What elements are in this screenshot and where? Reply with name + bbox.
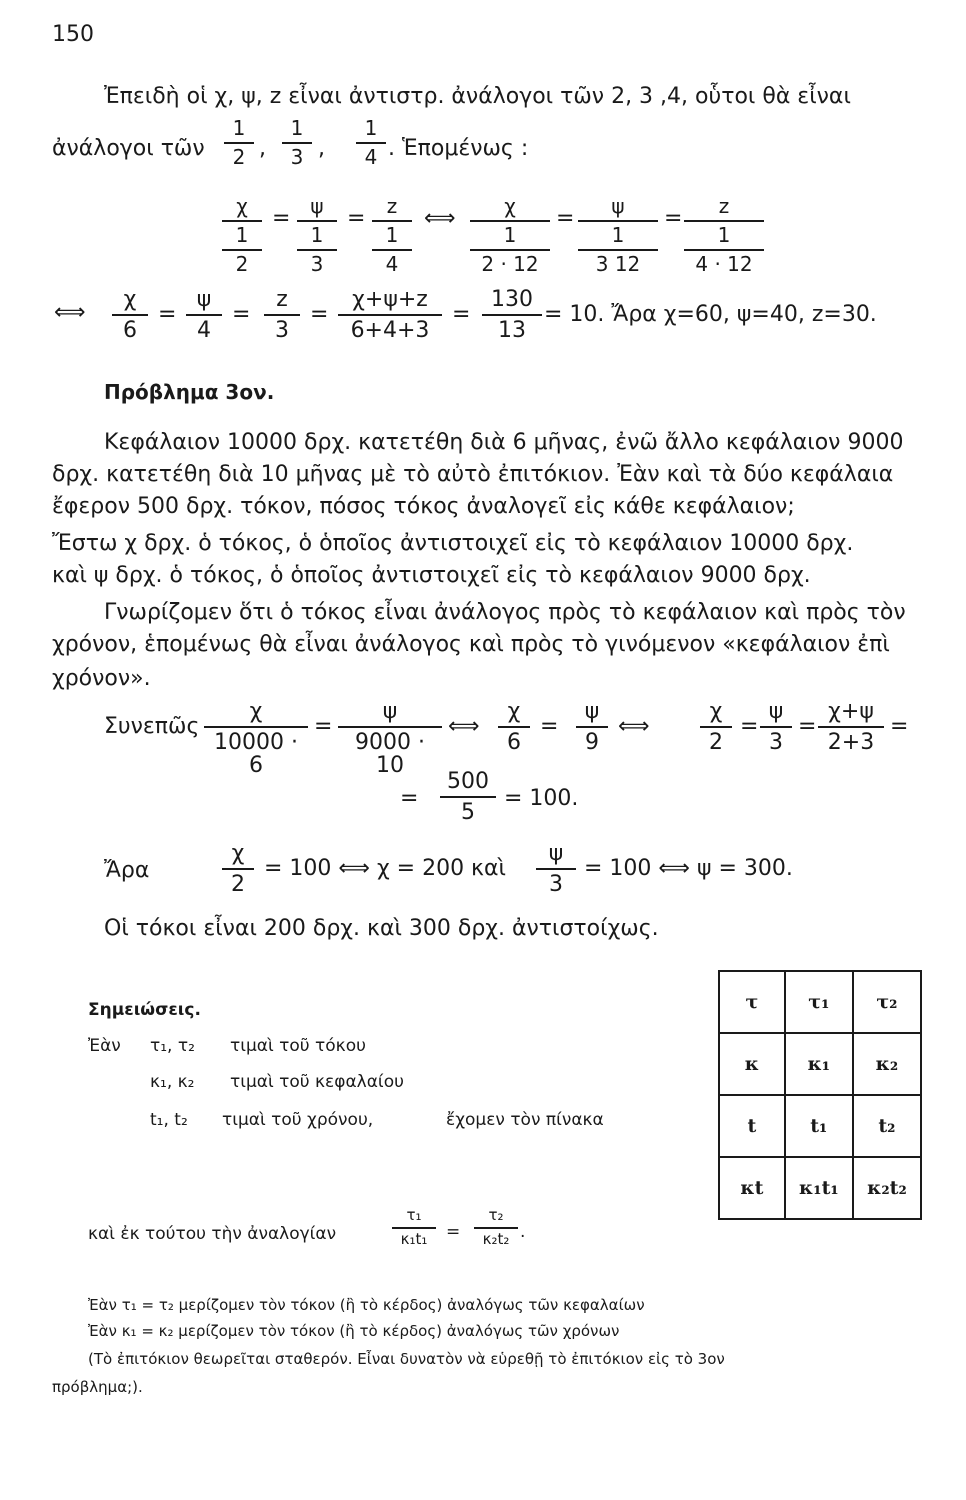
eq5-fraction-2: ψ 3 (536, 842, 576, 896)
table-cell: τ₁ (785, 971, 853, 1033)
eq5-label: Ἄρα (104, 858, 150, 883)
footer-line: (Τὸ ἐπιτόκιον θεωρεῖται σταθερόν. Εἶναι δυνατὸν νὰ εὑρεθῇ τὸ ἐπιτόκιον εἰς τὸ 3ον (88, 1350, 725, 1368)
eq3-equals-5: = (890, 714, 909, 739)
intro-fraction-quarter: 1 4 (356, 118, 386, 168)
eq1-fraction: χ 1 2 (222, 196, 262, 275)
eq3-fraction: χ 10000 · 6 (204, 700, 308, 777)
eq1-iff: ⟺ (424, 206, 456, 231)
eq1-fraction-3: z 1 4 (372, 196, 412, 275)
eq2-fraction-result: 130 13 (482, 288, 542, 342)
eq2-fraction-2: ψ 4 (186, 288, 222, 342)
eq3-iff: ⟺ (448, 714, 480, 739)
footer-line: Ἐὰν κ₁ = κ₂ μερίζομεν τὸν τόκον (ἢ τὸ κέρδος) ἀναλόγως τῶν χρόνων (88, 1322, 620, 1340)
eq3-iff-2: ⟺ (618, 714, 650, 739)
remarks-analogy-dot: . (520, 1222, 526, 1242)
table-cell: τ₂ (853, 971, 921, 1033)
eq2-equals-5: = (452, 302, 471, 327)
table-cell: κ₁t₁ (785, 1157, 853, 1219)
eq2-equals-4: = (310, 302, 329, 327)
eq3-fraction-6: ψ 3 (760, 700, 792, 754)
eq2-fraction-sum: χ+ψ+z 6+4+3 (338, 288, 442, 342)
remarks-title: Σημειώσεις. (88, 1000, 201, 1020)
remarks-row2-vars: κ₁, κ₂ (150, 1072, 195, 1092)
problem-line: ἔφερον 500 δρχ. τόκον, πόσος τόκος ἀναλογεῖ εἰς κάθε κεφάλαιον; (52, 494, 795, 519)
remarks-analogy-fraction-2: τ₂ κ₂t₂ (474, 1208, 518, 1248)
eq4-fraction: 500 5 (440, 770, 496, 824)
table-row (719, 1033, 921, 1095)
table-cell: t₁ (785, 1095, 853, 1157)
remarks-row1-desc: τιμαὶ τοῦ τόκου (230, 1036, 366, 1056)
proportion-table (718, 970, 922, 1220)
remarks-table-note: ἔχομεν τὸν πίνακα (446, 1110, 604, 1130)
intro-comma: , (259, 136, 266, 161)
eq2-fraction: χ 6 (112, 288, 148, 342)
table-cell: κ₂t₂ (853, 1157, 921, 1219)
remarks-row1-vars: τ₁, τ₂ (150, 1036, 195, 1056)
footer-line: πρόβλημα;). (52, 1378, 143, 1396)
table-cell: τ (719, 971, 785, 1033)
intro-prefix: ἀνάλογοι τῶν (52, 136, 205, 161)
knowing-line: χρόνον, ἑπομένως θὰ εἶναι ἀνάλογος καὶ πρὸς τὸ γινόμενον «κεφάλαιον ἐπὶ (52, 632, 890, 657)
eq3-label: Συνεπῶς (104, 714, 200, 739)
eq1-equals-4: = (664, 206, 683, 231)
table-row (719, 1095, 921, 1157)
remarks-row3-desc: τιμαὶ τοῦ χρόνου, (222, 1110, 374, 1130)
remarks-analogy-fraction: τ₁ κ₁t₁ (392, 1208, 436, 1248)
remarks-if: Ἐὰν (88, 1036, 121, 1056)
eq2-equals-3: = (232, 302, 251, 327)
remarks-row3-vars: t₁, t₂ (150, 1110, 188, 1130)
page-number: 150 (52, 22, 94, 47)
table-row (719, 971, 921, 1033)
table-cell: t (719, 1095, 785, 1157)
eq1-equals-3: = (556, 206, 575, 231)
eq5-middle: = 100 ⟺ χ = 200 καὶ (264, 856, 506, 881)
table-cell: κ (719, 1033, 785, 1095)
eq3-fraction-3: χ 6 (498, 700, 530, 754)
eq3-fraction-sum: χ+ψ 2+3 (818, 700, 884, 754)
intro-fraction-half: 1 2 (224, 118, 254, 168)
eq2-equals: = (158, 302, 177, 327)
intro-line: Ἐπειδὴ οἱ χ, ψ, z εἶναι ἀντιστρ. ἀνάλογοι τῶν 2, 3 ,4, οὗτοι θὰ εἶναι (104, 84, 851, 109)
table-cell: κt (719, 1157, 785, 1219)
eq2-iff: ⟺ (54, 300, 86, 325)
eq1-fraction-2: ψ 1 3 (297, 196, 337, 275)
intro-suffix: . Ἑπομένως : (388, 136, 529, 161)
table-cell: t₂ (853, 1095, 921, 1157)
intro-comma-2: , (318, 136, 325, 161)
intro-fraction-third: 1 3 (282, 118, 312, 168)
eq1-equals: = (272, 206, 291, 231)
knowing-line: Γνωρίζομεν ὅτι ὁ τόκος εἶναι ἀνάλογος πρὸς τὸ κεφάλαιον καὶ πρὸς τὸν (104, 600, 906, 625)
footer-line: Ἐὰν τ₁ = τ₂ μερίζομεν τὸν τόκον (ἢ τὸ κέρδος) ἀναλόγως τῶν κεφαλαίων (88, 1296, 645, 1314)
eq3-fraction-5: χ 2 (700, 700, 732, 754)
eq3-fraction-2: ψ 9000 · 10 (338, 700, 442, 777)
eq1-fraction-4: χ 1 2 · 12 (470, 196, 550, 275)
solution-line: καὶ ψ δρχ. ὁ τόκος, ὁ ὁποῖος ἀντιστοιχεῖ εἰς τὸ κεφάλαιον 9000 δρχ. (52, 563, 811, 588)
problem-line: δρχ. κατετέθη διὰ 10 μῆνας μὲ τὸ αὐτὸ ἐπιτόκιον. Ἐὰν καὶ τὰ δύο κεφάλαια (52, 462, 894, 487)
eq4-equals: = (400, 786, 419, 811)
table-cell: κ₂ (853, 1033, 921, 1095)
problem-title: Πρόβλημα 3ον. (104, 380, 275, 404)
table-row (719, 1157, 921, 1219)
conclusion: Οἱ τόκοι εἶναι 200 δρχ. καὶ 300 δρχ. ἀντιστοίχως. (104, 916, 659, 941)
eq1-equals-2: = (347, 206, 366, 231)
eq3-equals-2: = (540, 714, 559, 739)
remarks-row2-desc: τιμαὶ τοῦ κεφαλαίου (230, 1072, 404, 1092)
solution-line: Ἔστω χ δρχ. ὁ τόκος, ὁ ὁποῖος ἀντιστοιχεῖ εἰς τὸ κεφάλαιον 10000 δρχ. (52, 531, 854, 556)
knowing-line: χρόνον». (52, 666, 151, 691)
remarks-analogy-equals: = (446, 1222, 461, 1242)
eq2-result: = 10. Ἄρα χ=60, ψ=40, z=30. (544, 302, 877, 327)
eq1-fraction-5: ψ 1 3 12 (578, 196, 658, 275)
remarks-analogy-text: καὶ ἐκ τούτου τὴν ἀναλογίαν (88, 1224, 337, 1244)
eq3-equals-3: = (740, 714, 759, 739)
eq3-fraction-4: ψ 9 (576, 700, 608, 754)
table-cell: κ₁ (785, 1033, 853, 1095)
eq3-equals-4: = (798, 714, 817, 739)
eq5-fraction: χ 2 (222, 842, 254, 896)
eq5-end: = 100 ⟺ ψ = 300. (584, 856, 793, 881)
eq4-result: = 100. (504, 786, 579, 811)
eq3-equals: = (314, 714, 333, 739)
eq2-fraction-3: z 3 (264, 288, 300, 342)
eq1-fraction-6: z 1 4 · 12 (684, 196, 764, 275)
problem-line: Κεφάλαιον 10000 δρχ. κατετέθη διὰ 6 μῆνας, ἐνῶ ἄλλο κεφάλαιον 9000 (104, 430, 904, 455)
